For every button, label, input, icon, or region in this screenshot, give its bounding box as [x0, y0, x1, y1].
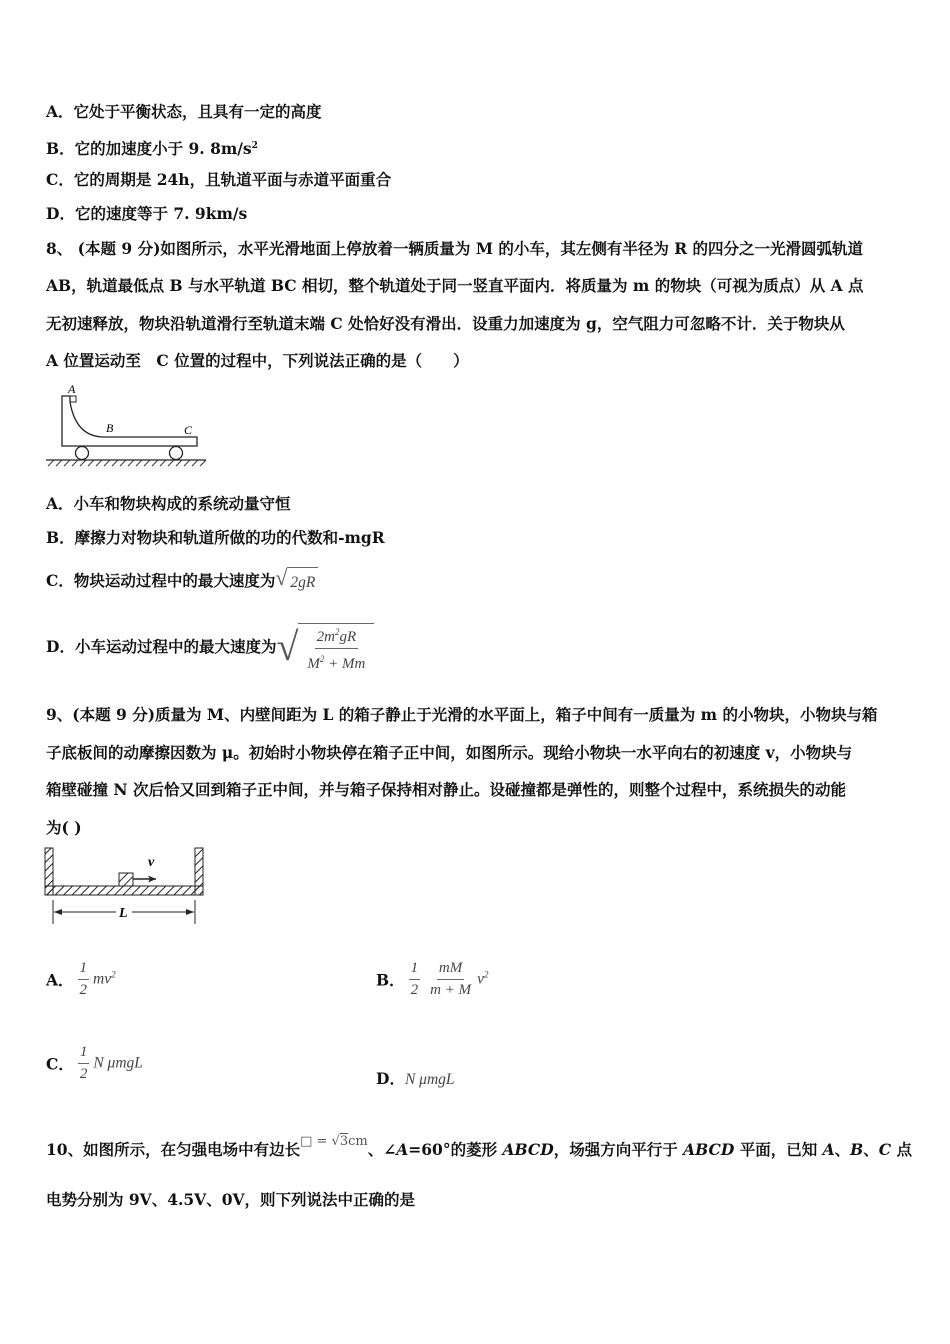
q8-figure-label-a: A: [68, 382, 76, 396]
q9-option-b-label: B．: [376, 970, 405, 990]
q9-figure-block: [119, 873, 133, 886]
q8-figure-label-c: C: [184, 423, 193, 437]
q9-option-a: [46, 960, 116, 999]
q9-option-b-fraction1: [409, 960, 421, 999]
q10-stem-g: 平面，已知: [734, 1140, 823, 1159]
q9-option-b-num2: mM: [437, 960, 464, 980]
q10-stem-line2: 电势分别为 9V、4.5V、0V，则下列说法中正确的是: [46, 1190, 416, 1209]
q8-option-d-radical: √: [276, 623, 299, 669]
q7-option-b: [46, 136, 258, 159]
q9-figure-dim-arrow-right: [186, 909, 194, 915]
q9-stem-line4: 为( ): [46, 818, 82, 837]
q9-option-b-fraction2: [428, 960, 473, 999]
q8-option-c-radicand: 2gR: [287, 567, 318, 598]
q7-option-a: A．它处于平衡状态，且具有一定的高度: [46, 102, 322, 121]
q8-figure-track: [62, 396, 197, 446]
q10-stem-d: ABCD: [502, 1140, 554, 1159]
q8-option-d-num-a: 2m: [316, 629, 335, 646]
q7-option-d: D．它的速度等于 7. 9km/s: [46, 204, 248, 223]
q10-side-radical: √: [331, 1134, 340, 1149]
q8-stem-line4: A 位置运动至 C 位置的过程中，下列说法正确的是（ ）: [46, 351, 469, 370]
q7-option-b-sup: 2: [251, 141, 258, 151]
q7-option-c: C．它的周期是 24h，且轨道平面与赤道平面重合: [46, 170, 392, 189]
q10-stem-m: 点: [891, 1140, 913, 1159]
q8-cart-figure: [44, 380, 214, 470]
q8-stem-line2: AB，轨道最低点 B 与水平轨道 BC 相切，整个轨道处于同一竖直平面内．将质量为 m 的物块（可视为质点）从 A 点: [46, 276, 864, 295]
q10-stem-k: 、: [863, 1140, 879, 1159]
q9-option-a-fraction: [78, 960, 90, 999]
q9-option-d: [376, 1067, 455, 1089]
q9-box-figure: [44, 846, 210, 926]
q9-stem-line2: 子底板间的动摩擦因数为 μ。初始时小物块停在箱子正中间，如图所示。现给小物块一水平向右的初速度 v，小物块与: [46, 743, 853, 762]
q10-stem-prefix: 10、如图所示，在匀强电场中有边长: [46, 1140, 301, 1159]
q8-figure-label-b: B: [106, 421, 114, 435]
q10-stem-c: =60°的菱形: [408, 1140, 503, 1159]
q9-option-a-num: 1: [78, 960, 90, 980]
q8-option-c-formula: [275, 564, 318, 598]
q8-option-d-den-b: + Mm: [324, 656, 366, 673]
q9-option-b: [376, 960, 488, 999]
q8-stem-line1: 8、 (本题 9 分)如图所示，水平光滑地面上停放着一辆质量为 M 的小车，其左侧有半径为 R 的四分之一光滑圆弧轨道: [46, 239, 864, 258]
q7-option-b-text: B．它的加速度小于 9. 8m/s: [46, 139, 252, 159]
q10-stem-line1: [46, 1134, 913, 1164]
q9-stem-line3: 箱壁碰撞 N 次后恰又回到箱子正中间，并与箱子保持相对静止。设碰撞都是弹性的，则整个过程中，系统损失的动能: [46, 780, 846, 799]
q9-option-d-math: N μmgL: [404, 1071, 455, 1088]
q10-stem-j: B: [850, 1140, 864, 1159]
q9-option-a-tail: mv: [93, 970, 112, 988]
q9-option-b-num1: 1: [409, 960, 421, 980]
q9-option-c-label: C．: [46, 1054, 74, 1074]
q8-figure-block: [70, 396, 76, 402]
q9-figure-floor: [45, 886, 203, 895]
q9-option-b-den2: m + M: [430, 982, 472, 998]
q8-figure-ground-hatch: [48, 460, 206, 466]
q9-figure-dim-arrow-left: [54, 909, 62, 915]
q9-option-a-sup: 2: [111, 969, 116, 980]
q10-stem-b: A: [396, 1140, 409, 1159]
q10-stem-f: ABCD: [683, 1140, 735, 1159]
q9-option-c-num: 1: [78, 1044, 90, 1064]
q8-figure-wheel-right: [170, 447, 183, 460]
q9-option-b-tail: v: [477, 970, 484, 988]
q8-option-d-num-b: gR: [339, 629, 357, 646]
q8-option-d: [46, 622, 374, 674]
q9-option-c: [46, 1044, 143, 1083]
q9-option-b-den1: 2: [410, 982, 419, 998]
q8-option-c-text: C．物块运动过程中的最大速度为: [46, 571, 276, 590]
q10-stem-a: 、∠: [367, 1140, 397, 1159]
q10-stem-l: C: [878, 1140, 892, 1159]
q9-option-c-den: 2: [79, 1066, 88, 1082]
q9-option-b-sup: 2: [483, 969, 489, 980]
q9-option-c-tail: N μmgL: [93, 1054, 143, 1072]
q9-figure-label-l: L: [119, 906, 128, 921]
q10-stem-i: 、: [834, 1140, 851, 1159]
q9-option-a-den: 2: [79, 982, 88, 998]
q10-side-formula: [300, 1134, 368, 1149]
q8-figure-wheel-left: [76, 447, 89, 460]
q8-stem-line3: 无初速释放，物块沿轨道滑行至轨道末端 C 处恰好没有滑出．设重力加速度为 g，空气阻力可忽略不计．关于物块从: [46, 314, 845, 333]
q10-side-eq: =: [312, 1134, 332, 1149]
q10-side-unit: cm: [348, 1134, 368, 1149]
q8-option-d-numerator: [315, 624, 359, 649]
q8-option-d-num-sup: 2: [334, 627, 340, 638]
q9-option-d-label: D．: [376, 1069, 405, 1088]
q8-option-d-formula: [276, 623, 374, 674]
q8-option-d-den-sup: 2: [319, 654, 325, 665]
q10-stem-h: A: [822, 1140, 835, 1159]
q8-option-c: [46, 566, 318, 598]
q8-option-d-fraction: [305, 624, 367, 673]
q8-option-d-den-a: M: [307, 656, 320, 673]
q9-option-c-fraction: [78, 1044, 90, 1083]
q8-option-d-radicand: [298, 623, 374, 674]
q8-option-c-radical: √: [275, 564, 288, 590]
q8-option-d-text: D．小车运动过程中的最大速度为: [46, 637, 277, 656]
q10-side-value: 3: [339, 1134, 349, 1149]
q10-stem-e: ，场强方向平行于: [553, 1140, 684, 1159]
q8-option-d-denominator: [305, 649, 367, 673]
q9-stem-line1: 9、(本题 9 分)质量为 M、内壁间距为 L 的箱子静止于光滑的水平面上，箱子中间有一质量为 m 的小物块，小物块与箱: [46, 705, 878, 724]
q10-side-box: □: [300, 1134, 313, 1149]
q8-option-b: B．摩擦力对物块和轨道所做的功的代数和-mgR: [46, 528, 385, 547]
q9-figure-label-v: v: [148, 855, 155, 870]
q9-option-a-label: A．: [46, 970, 74, 990]
q8-option-a: A．小车和物块构成的系统动量守恒: [46, 494, 291, 513]
